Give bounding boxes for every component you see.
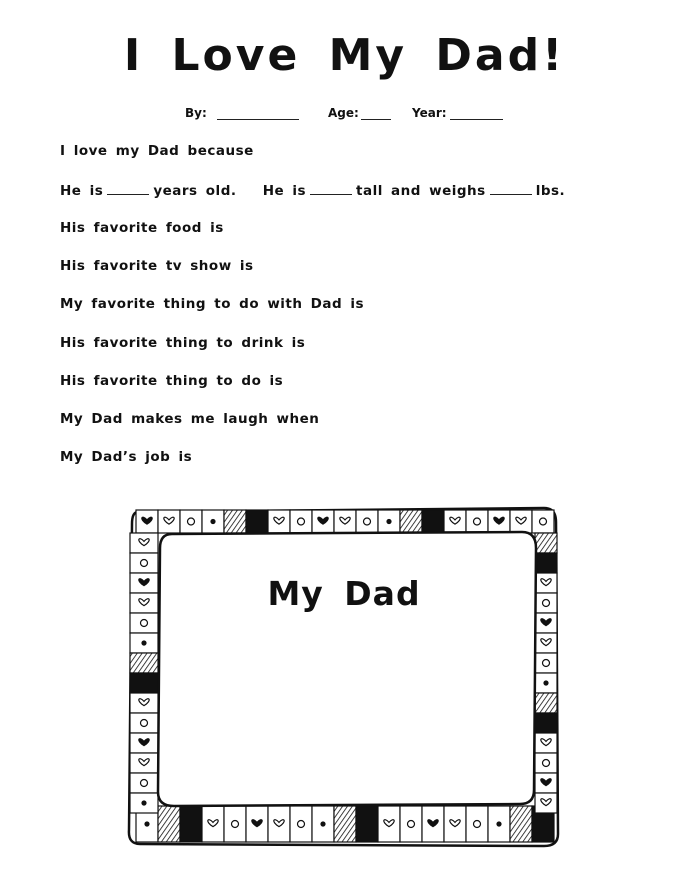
border-tile: [268, 806, 290, 842]
by-label: By:: [185, 106, 207, 120]
prompt-tv: His favorite tv show is: [60, 258, 254, 274]
border-tile: [535, 713, 557, 733]
border-tile: [130, 673, 158, 693]
border-tile: [535, 533, 557, 553]
tall-blank[interactable]: [310, 182, 352, 195]
dot-icon: [145, 822, 149, 826]
border-tile: [246, 510, 268, 533]
border-tile: [290, 806, 312, 842]
dot-icon: [497, 822, 501, 826]
dot-icon: [544, 681, 548, 685]
border-tile: [532, 510, 554, 533]
weight-blank[interactable]: [490, 182, 532, 195]
year-label: Year:: [412, 106, 447, 120]
border-tile: [422, 510, 444, 533]
border-tile: [466, 806, 488, 842]
border-tile: [130, 533, 158, 553]
frame-title: My Dad: [267, 574, 421, 613]
worksheet-title: I Love My Dad!: [123, 30, 566, 81]
border-tile: [444, 510, 466, 533]
border-tile: [268, 510, 290, 533]
border-tile: [535, 653, 557, 673]
border-tile: [535, 693, 557, 713]
border-tile: [400, 510, 422, 533]
prompt-laugh: My Dad makes me laugh when: [60, 411, 320, 427]
prompt-do: His favorite thing to do is: [60, 373, 284, 389]
border-tile: [202, 806, 224, 842]
tall-mid: tall and weighs: [356, 183, 486, 199]
border-tile: [130, 773, 158, 793]
border-tile: [130, 653, 158, 673]
border-tile: [356, 510, 378, 533]
age-prefix: He is: [60, 183, 104, 199]
border-tile: [180, 806, 202, 842]
dot-icon: [387, 520, 391, 524]
border-tile: [180, 510, 202, 533]
border-tile: [158, 806, 180, 842]
dot-icon: [321, 822, 325, 826]
border-tile: [224, 806, 246, 842]
border-tile: [535, 793, 557, 813]
border-tile: [400, 806, 422, 842]
prompt-with-dad: My favorite thing to do with Dad is: [60, 296, 365, 312]
border-tile: [158, 510, 180, 533]
years-blank[interactable]: [107, 182, 149, 195]
border-tile: [130, 553, 158, 573]
border-tile: [535, 553, 557, 573]
heart-border: [124, 504, 564, 850]
border-tile: [466, 510, 488, 533]
prompt-because: I love my Dad because: [60, 143, 254, 159]
tall-prefix: He is: [262, 183, 307, 199]
border-tile: [356, 806, 378, 842]
border-tile: [444, 806, 466, 842]
dot-icon: [142, 641, 146, 645]
prompt-drink: His favorite thing to drink is: [60, 335, 306, 351]
age-suffix: years old.: [153, 183, 237, 199]
prompt-job: My Dad’s job is: [60, 449, 193, 465]
age-blank[interactable]: [361, 106, 391, 120]
tall-suffix: lbs.: [535, 183, 566, 199]
by-blank[interactable]: [217, 106, 299, 120]
dot-icon: [211, 520, 215, 524]
border-tile: [510, 510, 532, 533]
prompt-food: His favorite food is: [60, 220, 224, 236]
border-tile: [334, 806, 356, 842]
year-blank[interactable]: [450, 106, 503, 120]
border-tile: [535, 733, 557, 753]
border-tile: [510, 806, 532, 842]
border-tile: [334, 510, 356, 533]
dot-icon: [142, 801, 146, 805]
border-tile: [535, 633, 557, 653]
prompt-age-height-weight: [60, 182, 565, 199]
border-tile: [130, 753, 158, 773]
border-tile: [224, 510, 246, 533]
drawing-frame: [124, 504, 564, 850]
border-tile: [378, 806, 400, 842]
border-tile: [290, 510, 312, 533]
border-tile: [535, 753, 557, 773]
border-tile: [130, 693, 158, 713]
border-tile: [130, 613, 158, 633]
age-label: Age:: [328, 106, 359, 120]
border-tile: [130, 713, 158, 733]
